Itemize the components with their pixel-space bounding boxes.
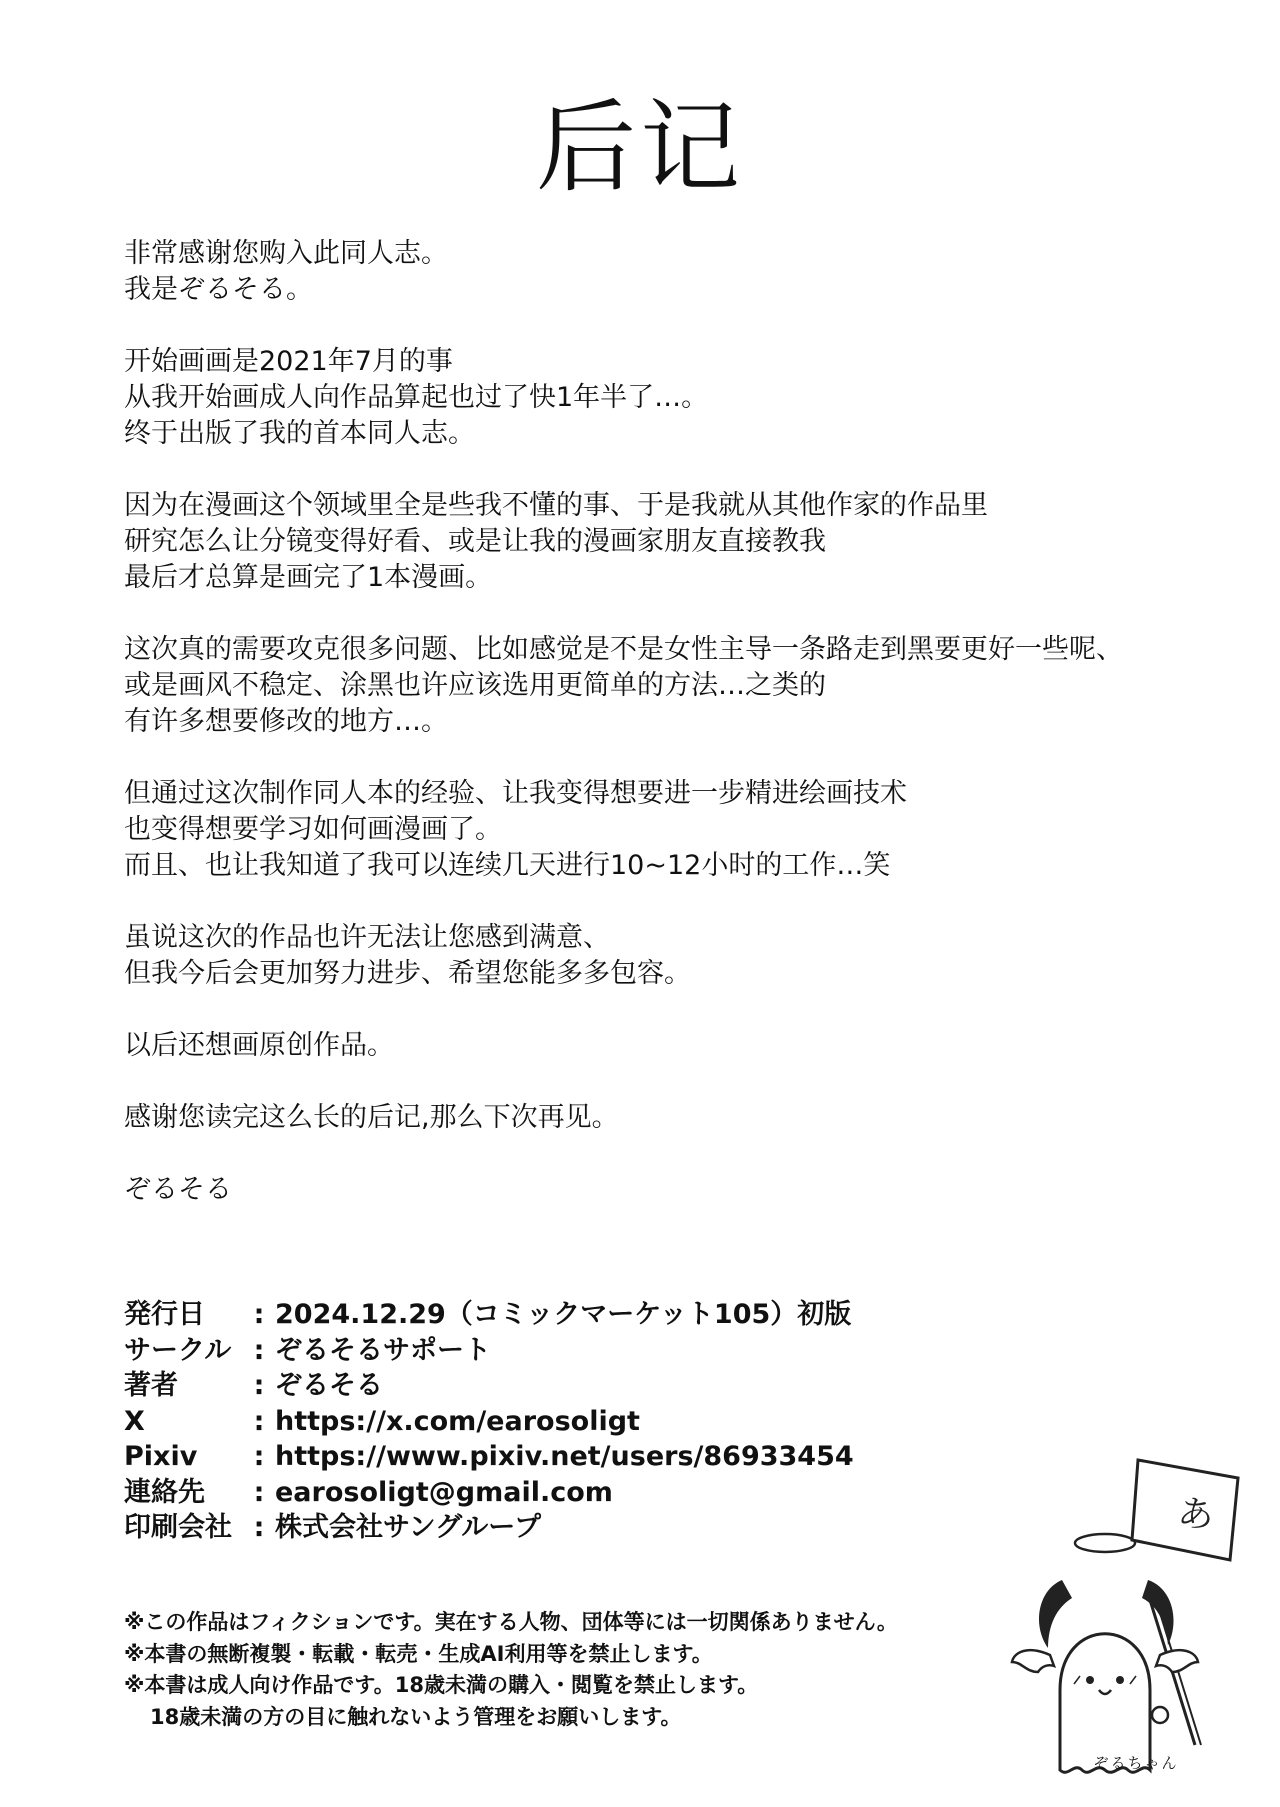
page-title: 后记 xyxy=(536,89,744,206)
mascot-caption: ぞるちゃん xyxy=(1093,1754,1179,1772)
text-line: 虽说这次的作品也许无法让您感到满意、 xyxy=(124,922,610,953)
colophon-separator: : xyxy=(253,1370,265,1401)
paragraph-3 xyxy=(124,488,1224,596)
legal-note: ※この作品はフィクションです。実在する人物、団体等には一切関係ありません。 xyxy=(124,1610,898,1634)
colophon-separator: : xyxy=(253,1334,265,1366)
paragraph-6 xyxy=(124,920,1224,992)
right-horn-icon xyxy=(1142,1580,1174,1645)
text-line: 因为在漫画这个领域里全是些我不懂的事、于是我就从其他作家的作品里 xyxy=(124,490,988,521)
colophon-row-pixiv xyxy=(124,1439,1024,1475)
legal-note: 18歳未満の方の目に触れないよう管理をお願いします。 xyxy=(150,1704,682,1729)
text-line: 但我今后会更加努力进步、希望您能多多包容。 xyxy=(124,958,691,989)
colophon-value: 株式会社サングループ xyxy=(275,1512,541,1543)
paragraph-5 xyxy=(124,776,1224,884)
halo-icon xyxy=(1075,1534,1135,1552)
text-line: 非常感谢您购入此同人志。 xyxy=(124,238,448,269)
email-link[interactable]: earosoligt@gmail.com xyxy=(275,1476,613,1508)
x-link[interactable]: https://x.com/earosoligt xyxy=(275,1405,640,1437)
colophon-row-release-date xyxy=(124,1297,1024,1333)
left-wing-icon xyxy=(1012,1650,1054,1672)
colophon-label: サークル xyxy=(124,1334,232,1366)
colophon-label: 印刷会社 xyxy=(124,1512,232,1543)
colophon-row-printer xyxy=(124,1510,1024,1546)
colophon-row-contact xyxy=(124,1475,1024,1511)
colophon-value: 2024.12.29（コミックマーケット105）初版 xyxy=(275,1299,852,1330)
paragraph-8 xyxy=(124,1100,1224,1136)
right-wing-icon xyxy=(1156,1650,1198,1672)
colophon-separator: : xyxy=(253,1441,265,1472)
colophon-label: 発行日 xyxy=(124,1299,205,1330)
legal-notes xyxy=(124,1607,1024,1733)
colophon-separator: : xyxy=(253,1512,265,1543)
pixiv-link[interactable]: https://www.pixiv.net/users/86933454 xyxy=(275,1441,854,1472)
legal-note: ※本書の無断複製・転載・転売・生成AI利用等を禁止します。 xyxy=(124,1641,713,1666)
text-line: 这次真的需要攻克很多问题、比如感觉是不是女性主导一条路走到黑要更好一些呢、 xyxy=(124,634,1123,665)
left-horn-icon xyxy=(1039,1580,1072,1648)
text-line: 从我开始画成人向作品算起也过了快1年半了…。 xyxy=(124,382,709,413)
colophon-separator: : xyxy=(253,1476,265,1508)
text-line: 以后还想画原创作品。 xyxy=(124,1030,394,1061)
colophon-label: 連絡先 xyxy=(124,1476,205,1508)
colophon-label: X xyxy=(124,1405,145,1437)
author-signature: ぞるそる xyxy=(124,1174,232,1205)
colophon-value: ぞるそる xyxy=(275,1370,383,1401)
paragraph-1 xyxy=(124,236,1224,308)
text-line: 有许多想要修改的地方…。 xyxy=(124,706,448,737)
ghost-mascot-icon xyxy=(1010,1440,1250,1800)
text-line: 终于出版了我的首本同人志。 xyxy=(124,418,475,449)
colophon-row-x xyxy=(124,1404,1024,1440)
text-line: 感谢您读完这么长的后记,那么下次再见。 xyxy=(124,1102,619,1133)
paragraph-7 xyxy=(124,1028,1224,1064)
colophon-separator: : xyxy=(253,1405,265,1437)
colophon-label: 著者 xyxy=(124,1370,178,1401)
colophon-label: Pixiv xyxy=(124,1441,198,1472)
text-line: 研究怎么让分镜变得好看、或是让我的漫画家朋友直接教我 xyxy=(124,526,826,557)
text-line: 或是画风不稳定、涂黑也许应该选用更简单的方法…之类的 xyxy=(124,670,826,701)
text-line: 而且、也让我知道了我可以连续几天进行10~12小时的工作…笑 xyxy=(124,850,891,881)
afterword-body xyxy=(124,236,1224,1208)
text-line: 最后才总算是画完了1本漫画。 xyxy=(124,562,493,593)
colophon-row-circle xyxy=(124,1333,1024,1369)
left-eye-icon xyxy=(1086,1676,1094,1684)
paragraph-4 xyxy=(124,632,1224,740)
colophon-row-author xyxy=(124,1368,1024,1404)
paragraph-2 xyxy=(124,344,1224,452)
legal-note: ※本書は成人向け作品です。18歳未満の購入・閲覧を禁止します。 xyxy=(124,1673,759,1697)
colophon-value: ぞるそるサポート xyxy=(275,1334,491,1366)
text-line: 也变得想要学习如何画漫画了。 xyxy=(124,814,502,845)
text-line: 我是ぞるそる。 xyxy=(124,274,313,305)
text-line: 开始画画是2021年7月的事 xyxy=(124,346,453,377)
colophon-separator: : xyxy=(253,1299,265,1330)
colophon xyxy=(124,1297,1024,1546)
sign-text: あ xyxy=(1175,1492,1217,1538)
text-line: 但通过这次制作同人本的经验、让我变得想要进一步精进绘画技术 xyxy=(124,778,907,809)
right-eye-icon xyxy=(1116,1676,1124,1684)
ghost-body-icon xyxy=(1060,1634,1150,1773)
